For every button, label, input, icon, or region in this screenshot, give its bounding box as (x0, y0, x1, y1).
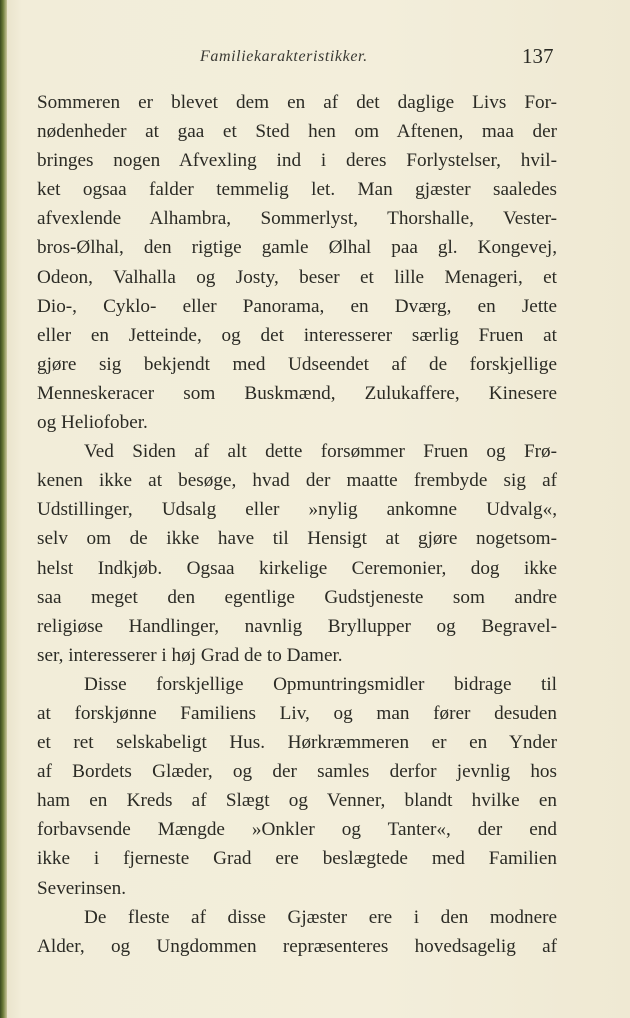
text-line: Odeon, Valhalla og Josty, beser et lille Menageri, et (37, 266, 557, 288)
page-number: 137 (522, 44, 554, 68)
text-line: Menneskeracer som Buskmænd, Zulukaffere, Kinesere (37, 382, 557, 404)
text-line: og Heliofober. (37, 412, 148, 434)
text-line: Dio-, Cyklo- eller Panorama, en Dværg, en Jette (37, 295, 557, 317)
text-line: selv om de ikke have til Hensigt at gjøre nogetsom- (37, 528, 557, 550)
paragraph-1 (37, 88, 557, 437)
paragraph-2 (37, 437, 557, 670)
running-title: Familiekarakteristikker. (200, 48, 368, 65)
text-line: et ret selskabeligt Hus. Hørkræmmeren er en Ynder (37, 732, 557, 754)
text-line: nødenheder at gaa et Sted hen om Aftenen, maa der (37, 121, 557, 143)
text-line: at forskjønne Familiens Liv, og man fører desuden (37, 702, 557, 724)
text-line: Severinsen. (37, 877, 126, 899)
text-line: afvexlende Alhambra, Sommerlyst, Thorshalle, Vester- (37, 208, 557, 230)
text-line: Udstillinger, Udsalg eller »nylig ankomne Udvalg«, (37, 499, 557, 521)
text-line: ser, interesserer i høj Grad de to Damer. (37, 644, 343, 666)
text-line: gjøre sig bekjendt med Udseendet af de forskjellige (37, 353, 557, 375)
text-line: religiøse Handlinger, navnlig Bryllupper og Begravel- (37, 615, 557, 637)
text-line: helst Indkjøb. Ogsaa kirkelige Ceremonier, dog ikke (37, 557, 557, 579)
text-line: eller en Jetteinde, og det interesserer særlig Fruen at (37, 324, 557, 346)
text-line: kenen ikke at besøge, hvad der maatte frembyde sig af (37, 470, 557, 492)
paragraph-3 (37, 670, 557, 903)
text-line: ham en Kreds af Slægt og Venner, blandt hvilke en (37, 790, 557, 812)
text-line: saa meget den egentlige Gudstjeneste som andre (37, 586, 557, 608)
body-text (37, 88, 557, 961)
text-line: af Bordets Glæder, og der samles derfor jevnlig hos (37, 761, 557, 783)
text-line: De fleste af disse Gjæster ere i den modnere (84, 906, 557, 928)
binding-edge (0, 0, 7, 1018)
paragraph-4 (37, 903, 557, 961)
text-line: bros-Ølhal, den rigtige gamle Ølhal paa gl. Kongevej, (37, 237, 557, 259)
text-line: Sommeren er blevet dem en af det daglige Livs For- (37, 92, 557, 113)
text-line: ikke i fjerneste Grad ere beslægtede med Familien (37, 848, 557, 870)
text-line: forbavsende Mængde »Onkler og Tanter«, der end (37, 819, 557, 841)
text-line: ket ogsaa falder temmelig let. Man gjæster saaledes (37, 179, 557, 201)
text-line: Ved Siden af alt dette forsømmer Fruen og Frø- (84, 441, 557, 463)
text-line: bringes nogen Afvexling ind i deres Forlystelser, hvil- (37, 150, 557, 172)
text-line: Alder, og Ungdommen repræsenteres hovedsagelig af (37, 935, 557, 957)
text-line: Disse forskjellige Opmuntringsmidler bidrage til (84, 673, 557, 695)
page-header (0, 44, 630, 74)
